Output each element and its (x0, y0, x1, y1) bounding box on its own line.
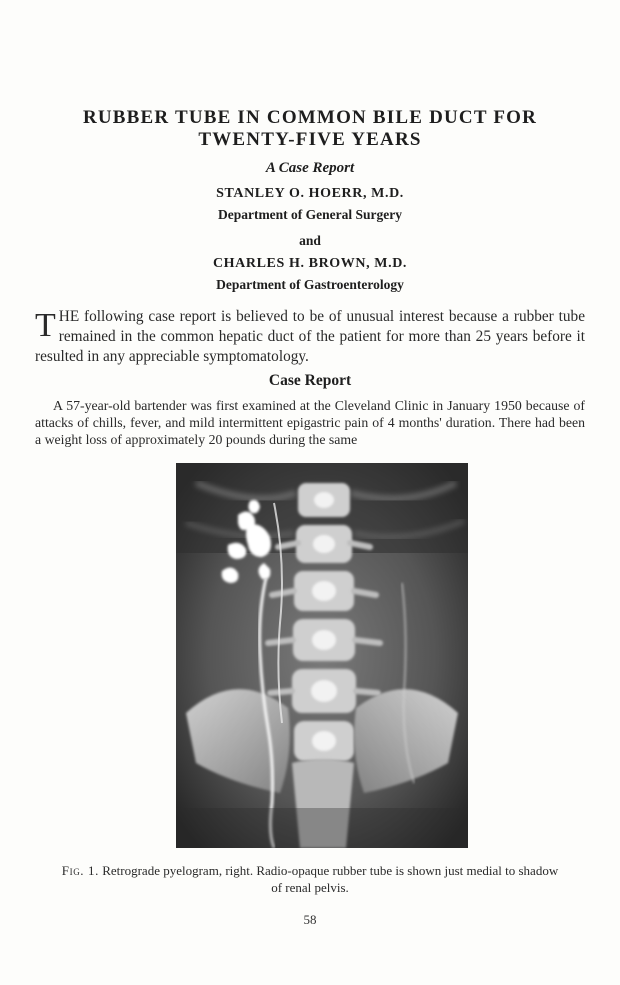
author-1-name: STANLEY O. HOERR, M.D. (216, 186, 404, 201)
article-title-line-2: TWENTY-FIVE YEARS (198, 129, 422, 150)
author-2-name: CHARLES H. BROWN, M.D. (212, 256, 408, 271)
author-1-department: Department of General Surgery (217, 207, 403, 222)
article-title (60, 107, 560, 151)
intro-text: HE following case report is believed to be of unusual interest because a rubber tube remained in the common hepatic duct of the patient for more than 25 years before it resulted in any appreciable symptomatology. (35, 308, 585, 365)
intro-paragraph (35, 307, 585, 367)
page-number: 58 (303, 912, 317, 927)
figure-label: Fig. 1. (61, 863, 99, 878)
case-report-paragraph: A 57-year-old bartender was first examined at the Cleveland Clinic in January 1950 because of attacks of chills, fever, and mild intermittent epigastric pain of 4 months' duration. There had been a weight loss of approximately 20 pounds during the same (35, 398, 585, 447)
figure-caption-text: Retrograde pyelogram, right. Radio-opaque rubber tube is shown just medial to shadow of renal pelvis. (102, 863, 559, 895)
author-conjunction: and (299, 233, 321, 248)
article-subtitle: A Case Report (265, 160, 355, 176)
article-title-line-1: RUBBER TUBE IN COMMON BILE DUCT FOR (82, 107, 538, 128)
section-heading: Case Report (268, 372, 352, 389)
author-2-department: Department of Gastroenterology (216, 277, 404, 292)
xray-figure (176, 463, 468, 848)
xray-image (176, 463, 468, 848)
figure-caption (60, 862, 560, 896)
drop-cap: T (35, 307, 56, 344)
